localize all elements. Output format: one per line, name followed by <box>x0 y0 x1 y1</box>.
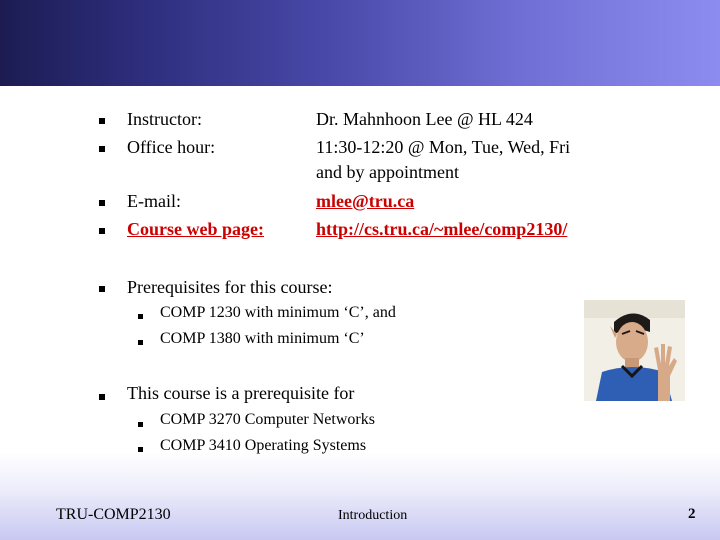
course-web-page-label[interactable]: Course web page: <box>127 219 264 239</box>
prerequisite-item: COMP 1230 with minimum ‘C’, and <box>160 304 396 321</box>
prerequisite-item: COMP 1380 with minimum ‘C’ <box>160 330 365 347</box>
sub-bullet-icon <box>138 422 143 427</box>
bullet-icon <box>99 228 105 234</box>
bullet-icon <box>99 200 105 206</box>
bullet-icon <box>99 146 105 152</box>
bullet-icon <box>99 394 105 400</box>
slide-number: 2 <box>688 506 696 522</box>
prerequisites-heading: Prerequisites for this course: <box>127 277 333 297</box>
sub-bullet-icon <box>138 314 143 319</box>
instructor-value: Dr. Mahnhoon Lee @ HL 424 <box>316 109 533 129</box>
portrait-illustration <box>584 300 685 401</box>
dependent-course-item: COMP 3410 Operating Systems <box>160 437 367 454</box>
bullet-icon <box>99 286 105 292</box>
email-label: E-mail: <box>127 191 181 211</box>
prerequisite-for-heading: This course is a prerequisite for <box>127 383 355 403</box>
email-link[interactable]: mlee@tru.ca <box>316 191 415 211</box>
sub-bullet-icon <box>138 447 143 452</box>
footer-section-title: Introduction <box>338 508 408 523</box>
sub-bullet-icon <box>138 340 143 345</box>
office-hour-label: Office hour: <box>127 137 216 157</box>
dependent-course-item: COMP 3270 Computer Networks <box>160 411 375 428</box>
bullet-icon <box>99 118 105 124</box>
course-web-page-link[interactable]: http://cs.tru.ca/~mlee/comp2130/ <box>316 219 568 239</box>
portrait-image <box>584 300 685 401</box>
office-hour-value-extra: and by appointment <box>316 162 459 182</box>
slide-header-band <box>0 0 720 86</box>
slide-footer-band <box>0 452 720 540</box>
footer-course-code: TRU-COMP2130 <box>56 506 171 523</box>
instructor-label: Instructor: <box>127 109 202 129</box>
office-hour-value: 11:30-12:20 @ Mon, Tue, Wed, Fri <box>316 137 571 157</box>
